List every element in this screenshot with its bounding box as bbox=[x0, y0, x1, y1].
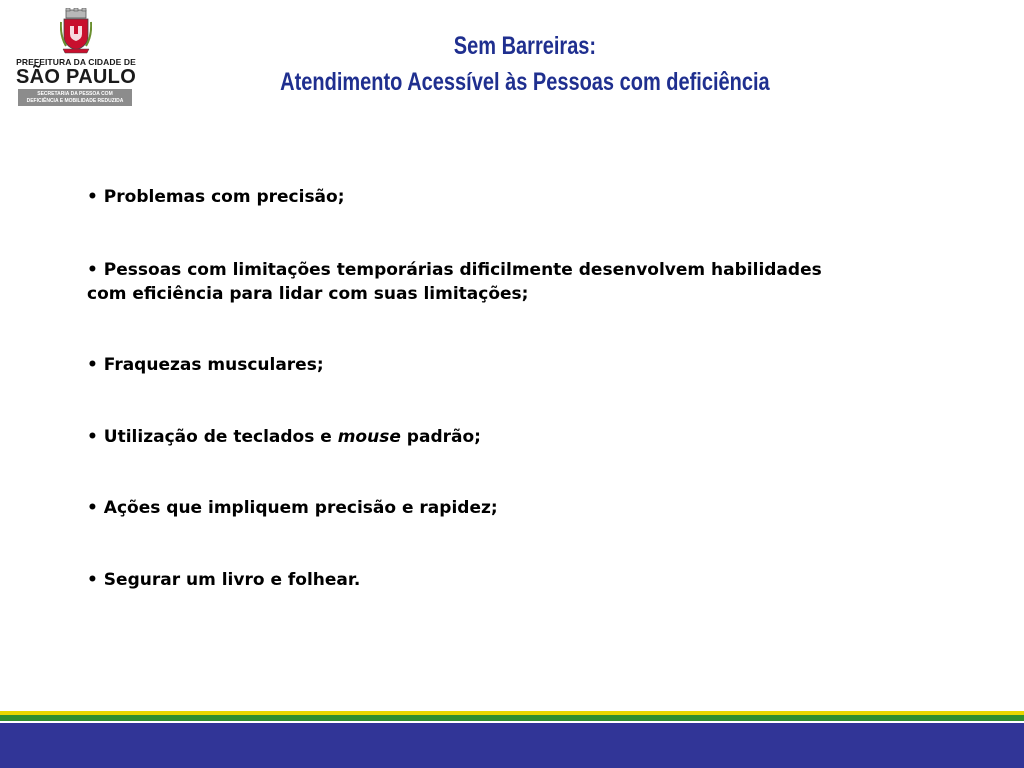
bullet-marker: • bbox=[87, 498, 98, 518]
title-line2: Atendimento Acessível às Pessoas com deficiência bbox=[280, 68, 770, 96]
logo-box-line2: DEFICIÊNCIA E MOBILIDADE REDUZIDA bbox=[26, 98, 124, 104]
bullet-marker: • bbox=[87, 570, 98, 590]
bullet-marker: • bbox=[87, 427, 98, 447]
bullet-item bbox=[87, 353, 867, 377]
logo-box-line1: SECRETARIA DA PESSOA COM bbox=[37, 91, 113, 97]
bullet-text: Segurar um livro e folhear. bbox=[103, 570, 361, 590]
bullet-item bbox=[87, 185, 867, 209]
title-line1: Sem Barreiras: bbox=[453, 32, 597, 60]
footer-band bbox=[0, 711, 1024, 768]
bullet-text: Ações que impliquem precisão e rapidez; bbox=[103, 498, 498, 518]
footer-stripe-blue bbox=[0, 723, 1024, 768]
bullet-text: padrão; bbox=[406, 427, 481, 447]
bullet-text: Pessoas com limitações temporárias dificilmente desenvolvem habilidades com eficiência para lidar com suas limitações; bbox=[87, 260, 822, 304]
bullet-marker: • bbox=[87, 187, 98, 207]
bullet-marker: • bbox=[87, 260, 98, 280]
bullet-item bbox=[87, 496, 867, 520]
bullet-text: Fraquezas musculares; bbox=[103, 355, 324, 375]
logo-city-name: SÃO PAULO bbox=[15, 66, 137, 88]
bullet-text: Problemas com precisão; bbox=[103, 187, 345, 207]
bullet-marker: • bbox=[87, 355, 98, 375]
bullet-item bbox=[87, 568, 867, 592]
logo-prefeitura-text: PREFEITURA DA CIDADE DE bbox=[16, 57, 136, 67]
bullet-item bbox=[87, 258, 867, 306]
bullet-text: Utilização de teclados e bbox=[103, 427, 332, 447]
bullet-item bbox=[87, 425, 867, 449]
bullet-text-emphasis: mouse bbox=[337, 427, 401, 447]
slide-title bbox=[0, 30, 1024, 102]
